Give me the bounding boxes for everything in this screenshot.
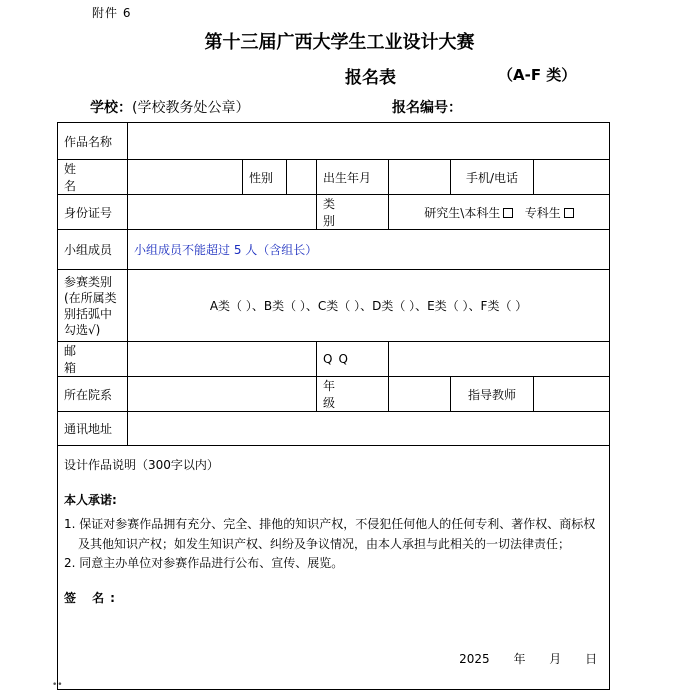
row-email — [58, 342, 610, 377]
form-subtitle: 报名表 — [345, 68, 396, 88]
qq-field[interactable] — [389, 342, 610, 377]
address-label: 通讯地址 — [58, 412, 128, 446]
page-title: 第十三届广西大学生工业设计大赛 — [204, 32, 475, 53]
page-dots: •• — [52, 680, 63, 690]
email-label: 邮 箱 — [58, 342, 128, 377]
advisor-field[interactable] — [534, 377, 610, 412]
row-name — [58, 160, 610, 195]
contest-category-label: 参赛类别(在所属类别括弧中勾选√) — [58, 270, 128, 342]
birth-label: 出生年月 — [317, 160, 389, 195]
row-declaration — [58, 446, 610, 690]
members-label: 小组成员 — [58, 230, 128, 270]
type-option-junior: 专科生 — [524, 205, 561, 220]
row-address — [58, 412, 610, 446]
address-field[interactable] — [128, 412, 610, 446]
promise-item-1-line-b: 及其他知识产权；如发生知识产权、纠纷及争议情况，由本人承担与此相关的一切法律责任； — [78, 537, 571, 551]
registration-form-table — [57, 122, 610, 690]
phone-label: 手机/电话 — [451, 160, 534, 195]
qq-label: QQ — [317, 342, 389, 377]
school-line — [90, 97, 249, 117]
type-label: 类 别 — [317, 195, 389, 230]
work-name-field[interactable] — [128, 123, 610, 160]
name-label: 姓 名 — [58, 160, 128, 195]
type-option-undergrad: 研究生\本科生 — [424, 205, 501, 220]
promise-item-2: 2. 同意主办单位对参赛作品进行公布、宣传、展览。 — [64, 556, 344, 570]
checkbox-junior[interactable] — [564, 208, 574, 218]
contest-category-options[interactable]: A类（ ）、B类（ ）、C类（ ）、D类（ ）、E类（ ）、F类（ ） — [128, 270, 610, 342]
promise-item-1-line-a: 1. 保证对参赛作品拥有充分、完全、排他的知识产权，不侵犯任何他人的任何专利、著作权、商标权 — [64, 517, 596, 531]
grade-label: 年 级 — [317, 377, 389, 412]
school-label: 学校： — [90, 100, 132, 116]
declaration-cell[interactable] — [58, 446, 610, 690]
name-field[interactable] — [128, 160, 243, 195]
email-field[interactable] — [128, 342, 317, 377]
advisor-label: 指导教师 — [451, 377, 534, 412]
registration-number-label: 报名编号： — [392, 100, 462, 116]
birth-field[interactable] — [389, 160, 451, 195]
row-members — [58, 230, 610, 270]
category-label: （A-F 类） — [498, 66, 577, 84]
description-label: 设计作品说明（300字以内） — [64, 458, 219, 472]
row-id — [58, 195, 610, 230]
row-work-name — [58, 123, 610, 160]
promise-item-1 — [64, 514, 603, 554]
members-note: 小组成员不能超过 5 人（含组长） — [134, 243, 318, 257]
department-field[interactable] — [128, 377, 317, 412]
phone-field[interactable] — [534, 160, 610, 195]
signature-label: 签 名: — [64, 591, 121, 605]
members-field[interactable] — [128, 230, 610, 270]
type-options — [389, 195, 610, 230]
gender-field[interactable] — [287, 160, 317, 195]
department-label: 所在院系 — [58, 377, 128, 412]
promise-title: 本人承诺: — [64, 493, 117, 507]
checkbox-undergrad[interactable] — [503, 208, 513, 218]
date-line: 2025 年 月 日 — [459, 652, 598, 666]
id-number-label: 身份证号 — [58, 195, 128, 230]
attachment-label: 附件 6 — [92, 6, 132, 20]
row-contest-category — [58, 270, 610, 342]
row-department — [58, 377, 610, 412]
gender-label: 性别 — [243, 160, 287, 195]
school-value: (学校教务处公章） — [132, 100, 250, 116]
id-number-field[interactable] — [128, 195, 317, 230]
grade-field[interactable] — [389, 377, 451, 412]
work-name-label: 作品名称 — [58, 123, 128, 160]
